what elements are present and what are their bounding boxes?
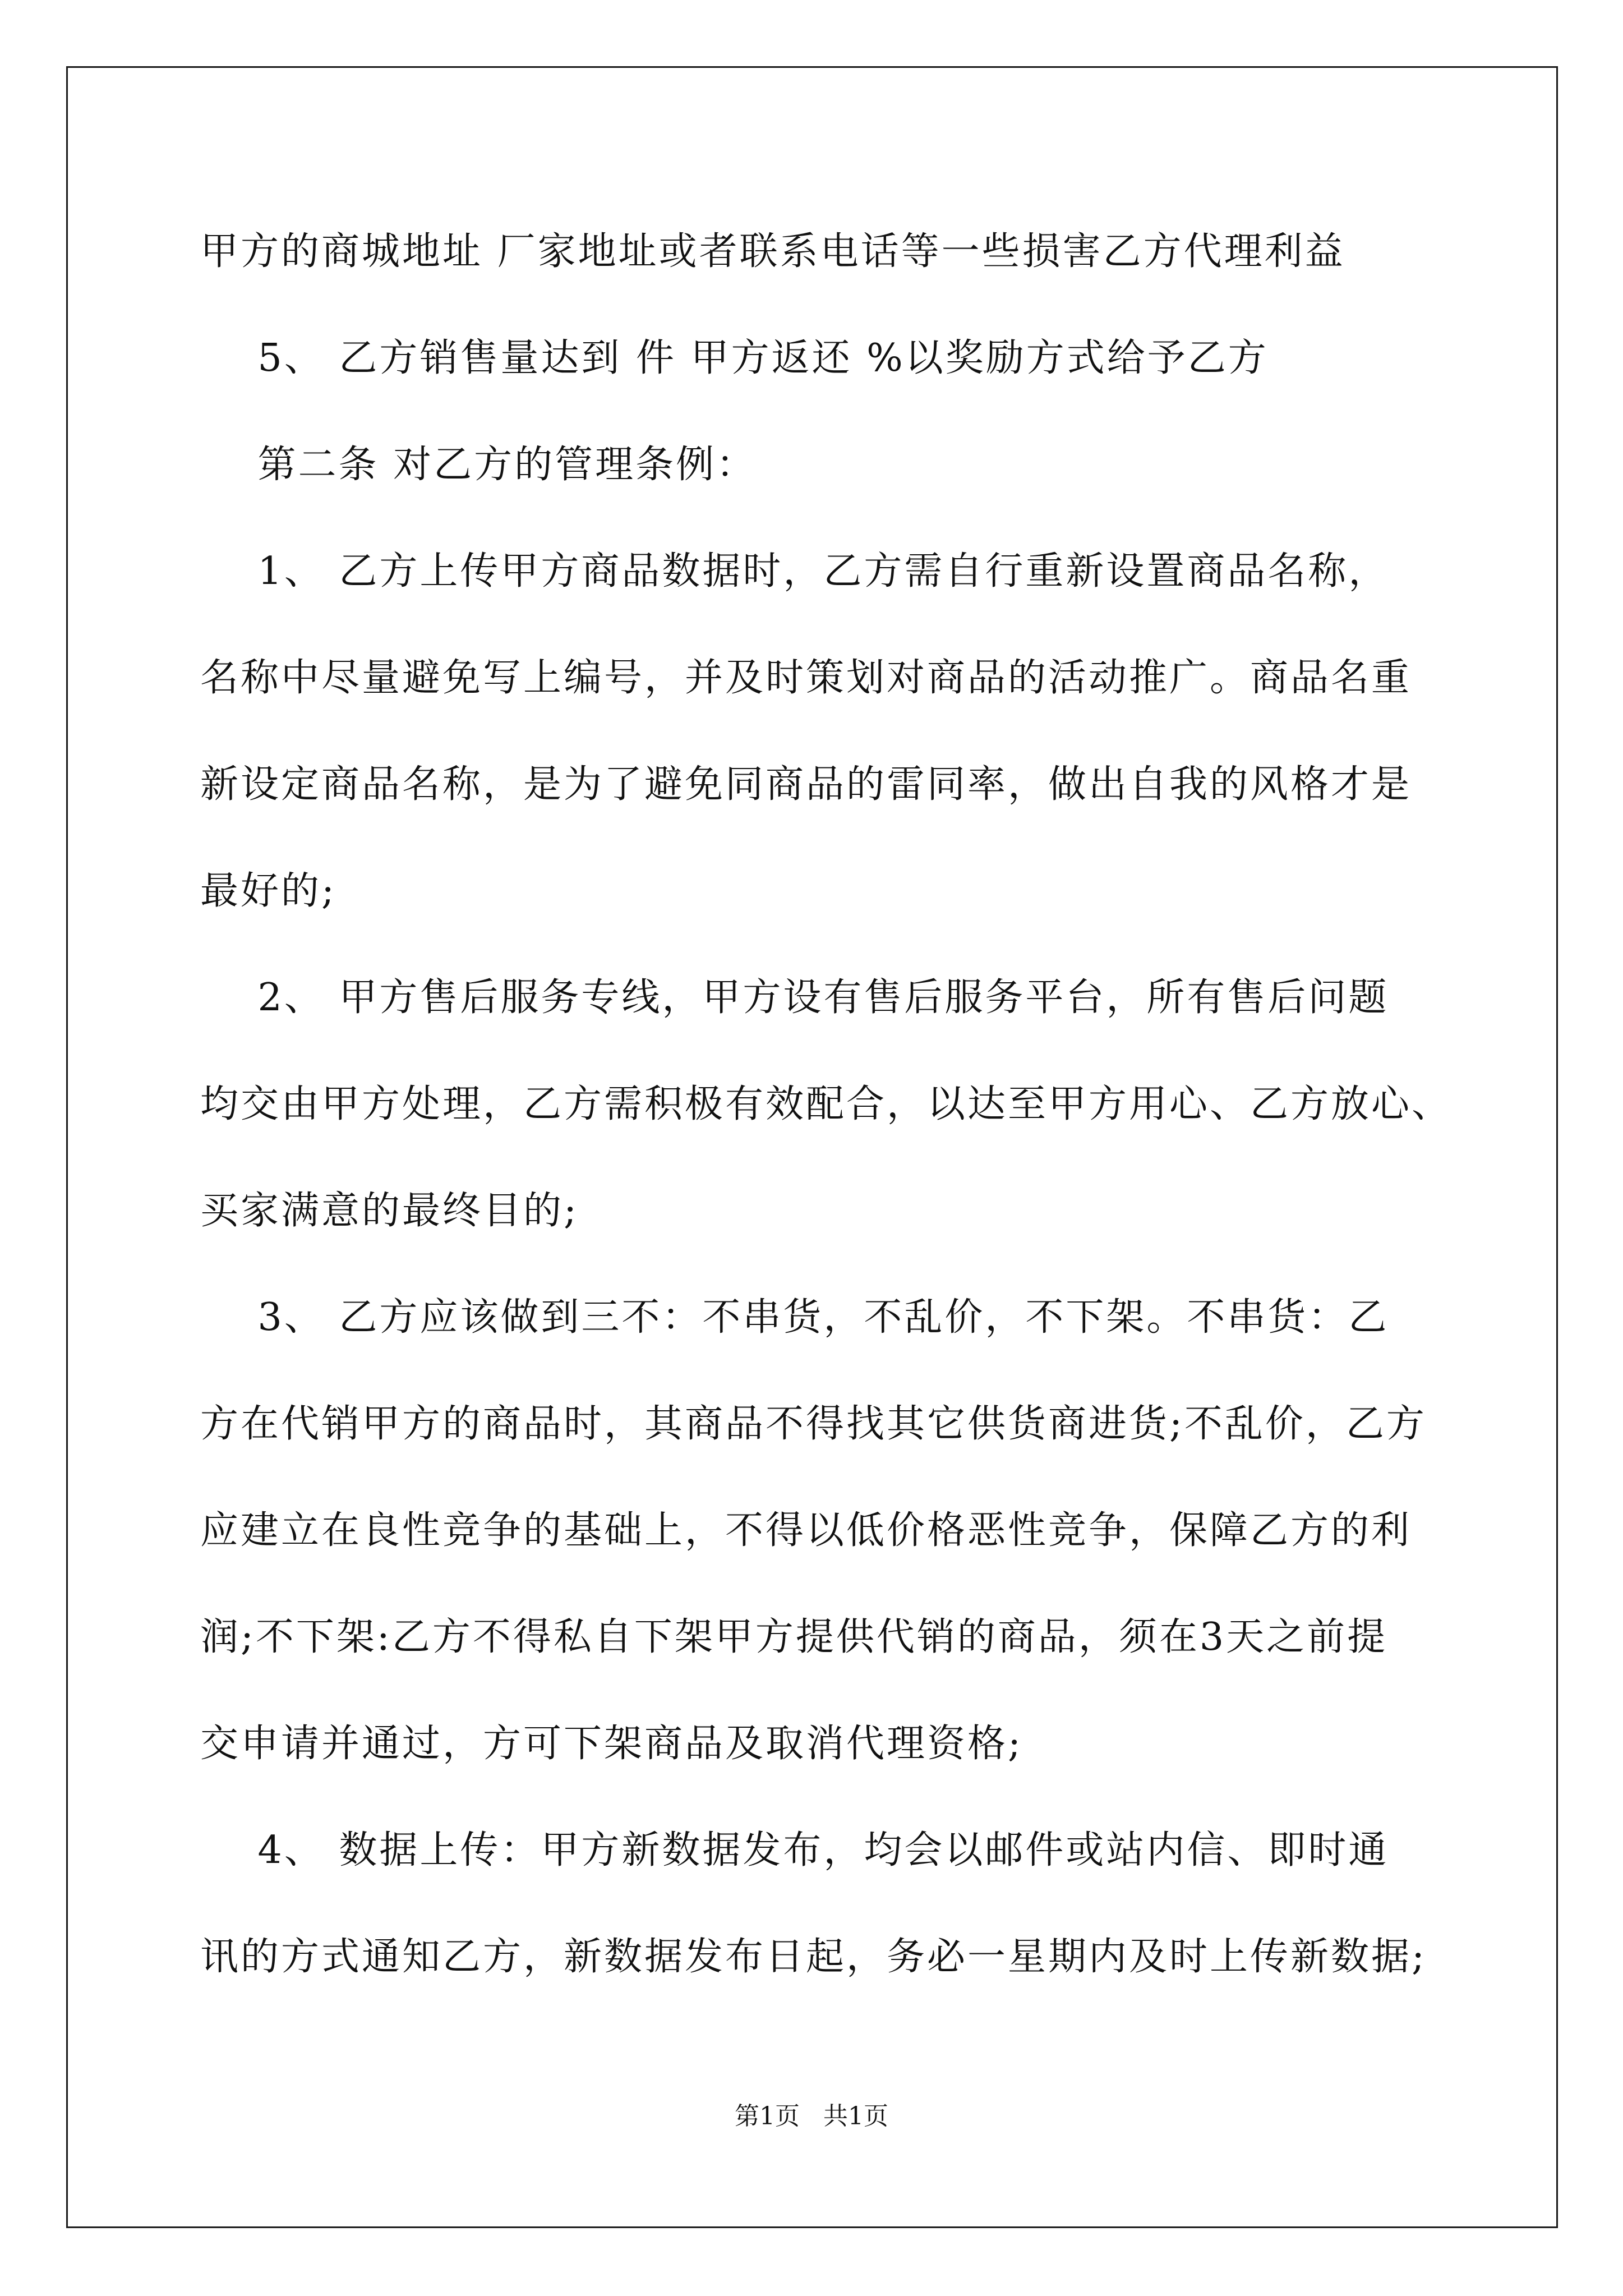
text-line: 最好的; [200, 869, 336, 913]
text-line: 均交由甲方处理，乙方需积极有效配合，以达至甲方用心、乙方放心、 [200, 1082, 1453, 1126]
text-line: 交申请并通过，方可下架商品及取消代理资格; [200, 1722, 1023, 1766]
text-line: 2、 甲方售后服务专线，甲方设有售后服务平台，所有售后问题 [200, 976, 1389, 1020]
text-line: 5、 乙方销售量达到 件 甲方返还 %以奖励方式给予乙方 [200, 336, 1269, 380]
text-line: 新设定商品名称，是为了避免同商品的雷同率，做出自我的风格才是 [200, 762, 1412, 807]
text-line: 甲方的商城地址 厂家地址或者联系电话等一些损害乙方代理利益 [200, 229, 1345, 274]
text-line: 1、 乙方上传甲方商品数据时，乙方需自行重新设置商品名称， [200, 549, 1389, 593]
page-number: 第1页 共1页 [735, 2102, 888, 2131]
text-line: 4、 数据上传：甲方新数据发布，均会以邮件或站内信、即时通 [200, 1828, 1389, 1872]
text-line: 润;不下架:乙方不得私自下架甲方提供代销的商品，须在3天之前提 [200, 1615, 1388, 1659]
text-line: 方在代销甲方的商品时，其商品不得找其它供货商进货;不乱价，乙方 [200, 1402, 1427, 1446]
page-border [66, 66, 1558, 2228]
section-heading: 第二条 对乙方的管理条例： [200, 443, 757, 487]
text-line: 买家满意的最终目的; [200, 1189, 579, 1233]
text-line: 名称中尽量避免写上编号，并及时策划对商品的活动推广。商品名重 [200, 656, 1412, 700]
text-line: 应建立在良性竞争的基础上，不得以低价格恶性竞争，保障乙方的利 [200, 1508, 1412, 1553]
text-line: 讯的方式通知乙方，新数据发布日起，务必一星期内及时上传新数据; [200, 1935, 1427, 1979]
text-line: 3、 乙方应该做到三不：不串货，不乱价，不下架。不串货：乙 [200, 1295, 1389, 1340]
